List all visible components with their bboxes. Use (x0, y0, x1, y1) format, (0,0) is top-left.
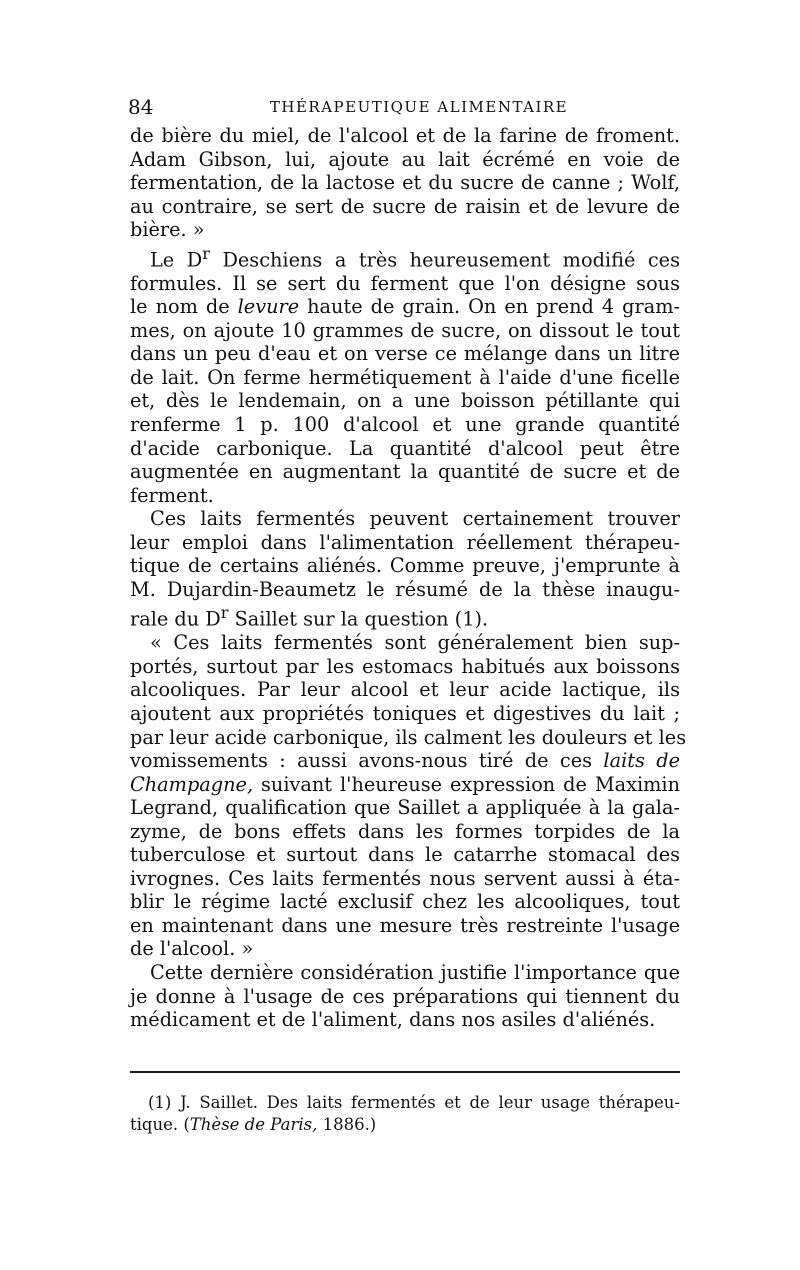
text-line: tuberculose et surtout dans le catarrhe stomacal des (130, 843, 680, 867)
text-run: suivant l'heureuse expression de Maximin (253, 772, 680, 796)
text-line: fermentation, de la lactose et du sucre de canne ; Wolf, (130, 171, 680, 195)
text-line: leur emploi dans l'alimentation réellement thérapeu- (130, 530, 680, 554)
text-line: ajoutent aux propriétés toniques et digestives du lait ; (130, 701, 680, 725)
footnote-divider (130, 1071, 680, 1073)
text-line (130, 601, 680, 631)
text-line: par leur acide carbonique, ils calment les douleurs et les (130, 725, 687, 749)
page-header (128, 95, 680, 121)
text-line: je donne à l'usage de ces préparations qui tiennent du (130, 984, 680, 1008)
italic-citation: Thèse de Paris, (189, 1115, 318, 1134)
page-number: 84 (128, 95, 154, 119)
text-line: médicament et de l'aliment, dans nos asiles d'aliénés. (130, 1008, 656, 1032)
text-line: Ces laits fermentés peuvent certainement trouver (150, 507, 680, 531)
text-line: blir le régime lacté exclusif chez les alcooliques, tout (130, 890, 680, 914)
text-line: alcooliques. Par leur alcool et leur acide lactique, ils (130, 678, 680, 702)
text-line (130, 749, 680, 773)
running-title: THÉRAPEUTIQUE ALIMENTAIRE (269, 98, 569, 116)
text-line: ferment. (130, 483, 214, 507)
superscript: r (202, 243, 210, 263)
body-text (130, 124, 687, 1032)
italic-term: Champagne, (130, 772, 254, 796)
text-line: « Ces laits fermentés sont généralement bien sup- (150, 631, 680, 655)
text-line (130, 242, 680, 272)
text-run: haute de grain. On en prend 4 gram- (299, 295, 680, 319)
text-line (130, 295, 680, 319)
italic-term: laits de (603, 749, 680, 773)
text-line: portés, surtout par les estomacs habitués aux boissons (130, 654, 680, 678)
text-line: bière. » (130, 218, 205, 242)
text-line: et, dès le lendemain, on a une boisson pétillante qui (130, 389, 680, 413)
text-run: rale du D (130, 607, 221, 631)
footnote-line (130, 1114, 680, 1136)
text-line: ivrognes. Ces laits fermentés nous servent aussi à éta- (130, 866, 680, 890)
text-line: Legrand, qualification que Saillet a appliquée à la gala- (130, 796, 680, 820)
text-run: le nom de (130, 295, 238, 319)
italic-term: levure (237, 295, 300, 319)
text-line: de bière du miel, de l'alcool et de la farine de froment. (130, 124, 680, 147)
text-line: en maintenant dans une mesure très restreinte l'usage (130, 913, 680, 937)
text-line: Adam Gibson, lui, ajoute au lait écrémé en voie de (130, 147, 680, 171)
text-line: formules. Il se sert du ferment que l'on désigne sous (130, 271, 680, 295)
text-line: augmentée en augmentant la quantité de sucre et de (130, 460, 680, 484)
text-line: d'acide carbonique. La quantité d'alcool peut être (130, 436, 680, 460)
text-line: de lait. On ferme hermétiquement à l'aide d'une ficelle (130, 365, 680, 389)
text-line: M. Dujardin-Beaumetz le résumé de la thèse inaugu- (130, 577, 680, 601)
text-line: de l'alcool. » (130, 937, 254, 961)
text-line: mes, on ajoute 10 grammes de sucre, on dissout le tout (130, 318, 680, 342)
text-line: zyme, de bons effets dans les formes torpides de la (130, 819, 680, 843)
text-line: dans un peu d'eau et on verse ce mélange dans un litre (130, 342, 680, 366)
text-run: Deschiens a très heureusement modifié ces (209, 248, 680, 272)
text-line: renferme 1 p. 100 d'alcool et une grande quantité (130, 412, 680, 436)
text-line: tique de certains aliénés. Comme preuve, j'emprunte à (130, 554, 680, 578)
text-run: vomissements : aussi avons-nous tiré de ces (130, 749, 604, 773)
text-run: Le D (150, 248, 203, 272)
text-line (130, 773, 680, 797)
text-line: Cette dernière considération justifie l'importance que (150, 960, 680, 984)
superscript: r (220, 603, 229, 623)
text-line: au contraire, se sert de sucre de raisin et de levure de (130, 194, 680, 218)
footnote (130, 1092, 680, 1136)
text-run: 1886.) (317, 1115, 377, 1134)
text-run: tique. ( (130, 1115, 190, 1134)
text-run: Saillet sur la question (1). (228, 607, 489, 631)
footnote-line: (1) J. Saillet. Des laits fermentés et de leur usage thérapeu- (148, 1093, 680, 1112)
